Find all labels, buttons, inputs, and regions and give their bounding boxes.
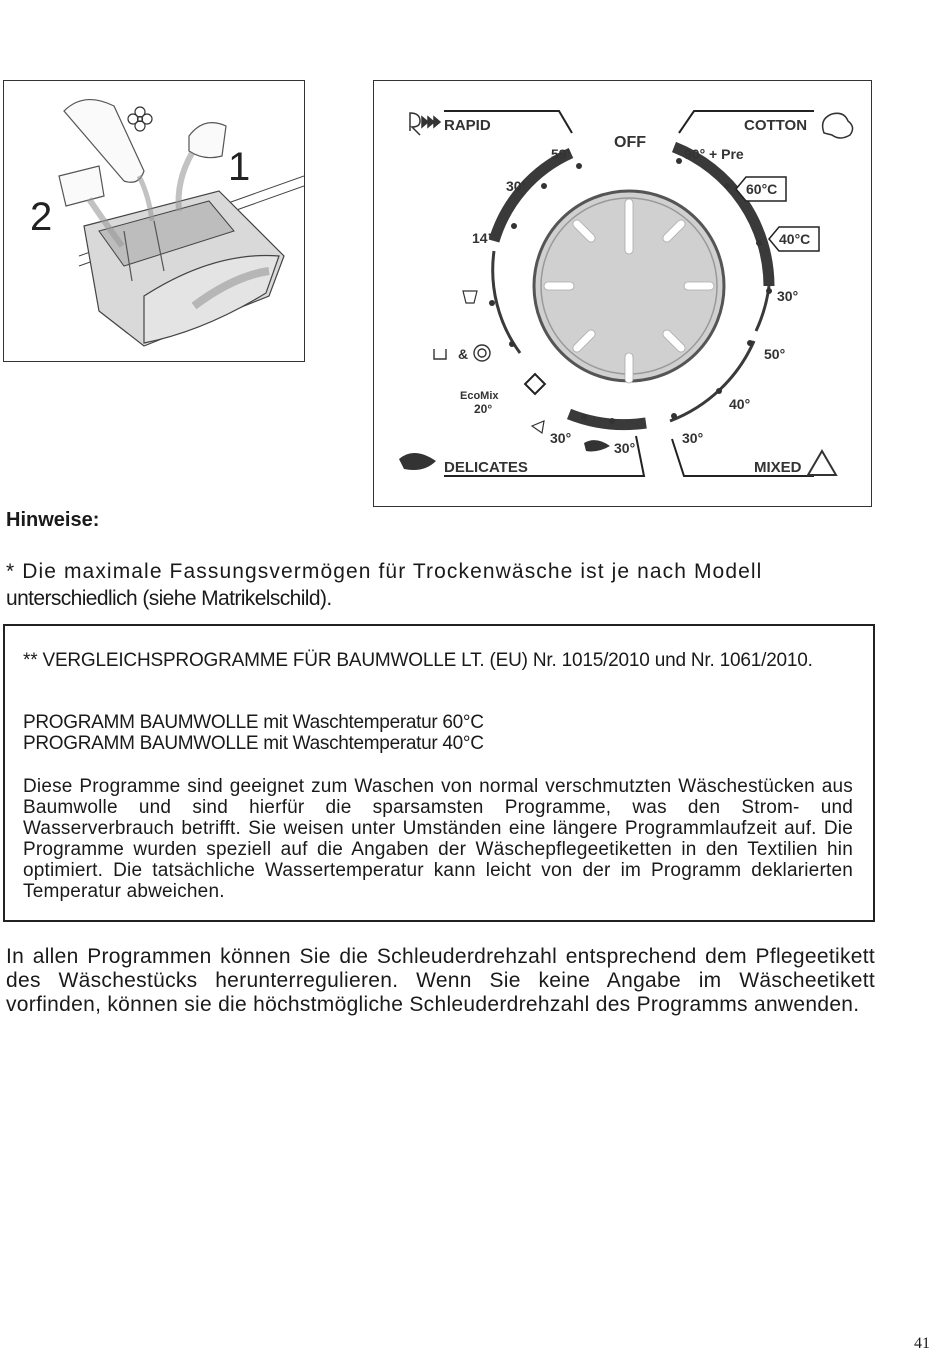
wool-icon <box>532 421 544 433</box>
comparison-programs-box <box>3 624 875 922</box>
mixed-triangle-icon <box>808 451 836 475</box>
delicates-feather-icon <box>399 453 436 470</box>
temp-30-cotton: 30° <box>777 288 799 304</box>
and-symbol: & <box>458 346 469 362</box>
ecomix-temp: 20° <box>474 402 493 416</box>
program-dial-figure <box>373 80 872 507</box>
regulation-reference: ** VERGLEICHSPROGRAMME FÜR BAUMWOLLE LT. (EU) Nr. 1015/2010 und Nr. 1061/2010. <box>23 650 813 671</box>
rapid-label: RAPID <box>444 117 491 134</box>
temp-40c: 40°C <box>779 231 811 247</box>
temp-60c: 60°C <box>746 181 778 197</box>
capacity-note-line1: * Die maximale Fassungsvermögen für Trockenwäsche ist je nach Modell <box>6 560 763 583</box>
program-dial <box>374 81 871 506</box>
delicates-arc <box>569 414 646 425</box>
time-30: 30’ <box>506 178 526 194</box>
temp-30-delicate: 30° <box>614 440 636 456</box>
cotton-icon <box>823 113 853 138</box>
temp-50: 50° <box>764 346 786 362</box>
time-14: 14’ <box>472 230 492 246</box>
temp-90-pre: 90° + Pre <box>684 146 744 162</box>
spin-speed-paragraph: In allen Programmen können Sie die Schleuderdrehzahl entsprechend dem Pflegeetikett des Wäschestücks herunterregulieren. Wenn Sie keine Angabe im Wäscheetikett vorfinden, können sie die höchstmögliche Schleuderdrehzahl des Programms anwenden. <box>6 945 875 1016</box>
capacity-note <box>6 558 875 612</box>
off-label: OFF <box>614 134 646 151</box>
page-number: 41 <box>914 1335 930 1352</box>
compartment-label-1: 1 <box>228 145 251 189</box>
program-60c: PROGRAMM BAUMWOLLE mit Waschtemperatur 60°C <box>23 712 484 733</box>
ecomix-label: EcoMix <box>460 390 499 402</box>
program-40c: PROGRAMM BAUMWOLLE mit Waschtemperatur 40°C <box>23 733 484 754</box>
prewash-icon <box>463 291 477 303</box>
rapid-icon <box>410 113 440 135</box>
cotton-label: COTTON <box>744 117 808 134</box>
temp-40-mixed: 40° <box>729 396 751 412</box>
mixed-label: MIXED <box>754 459 802 476</box>
detergent-drawer-figure <box>3 80 305 362</box>
program-description: Diese Programme sind geeignet zum Waschen von normal verschmutzten Wäschestücken aus Baumwolle und sind hierfür die sparsamsten Programme, was den Strom- und Wasserverbrauch betrifft. Sie weisen unter Umständen eine längere Programmlaufzeit auf. Die Programme wurden speziell auf die Angaben der Wäschepflegeetiketten in den Textilien hin optimiert. Die tatsächliche Wassertemperatur kann leicht von der im Programm deklarierten Temperatur abweichen. <box>23 776 853 902</box>
capacity-note-line2: unterschiedlich (siehe Matrikelschild). <box>6 587 332 610</box>
time-59: 59’ <box>551 146 571 162</box>
compartment-label-2: 2 <box>30 195 53 239</box>
feather-icon <box>584 440 610 451</box>
temp-30-wool: 30° <box>550 430 572 446</box>
program-list <box>23 712 853 754</box>
flower-icon <box>128 107 152 131</box>
delicates-label: DELICATES <box>444 459 528 476</box>
notes-heading: Hinweise: <box>6 509 100 531</box>
temp-30-mixed: 30° <box>682 430 704 446</box>
